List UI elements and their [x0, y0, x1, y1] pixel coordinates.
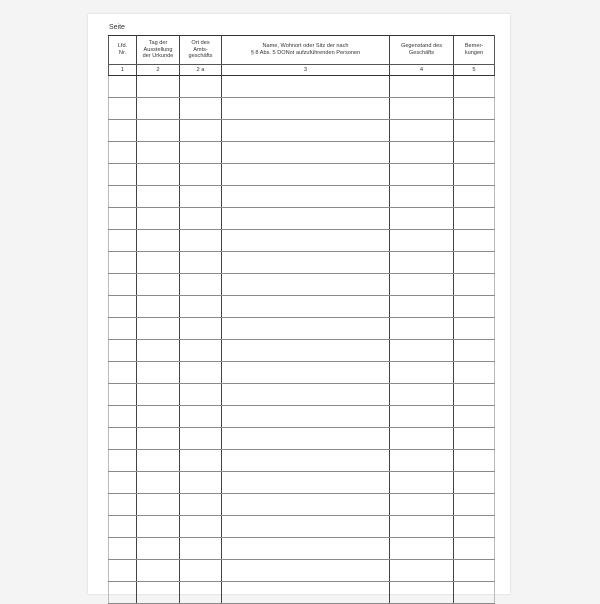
table-cell	[109, 362, 137, 384]
table-cell	[180, 296, 222, 318]
col-header-lfd-nr: Lfd. Nr.	[109, 36, 137, 65]
table-cell	[454, 560, 495, 582]
table-cell	[454, 494, 495, 516]
table-cell	[390, 362, 454, 384]
table-cell	[137, 516, 180, 538]
table-row	[109, 362, 495, 384]
register-table	[108, 35, 495, 604]
table-cell	[222, 252, 390, 274]
table-cell	[222, 472, 390, 494]
table-cell	[180, 274, 222, 296]
table-cell	[222, 120, 390, 142]
table-cell	[222, 494, 390, 516]
table-cell	[390, 186, 454, 208]
table-cell	[222, 274, 390, 296]
table-cell	[180, 186, 222, 208]
table-cell	[180, 76, 222, 98]
table-row	[109, 274, 495, 296]
table-cell	[454, 362, 495, 384]
table-row	[109, 428, 495, 450]
table-cell	[109, 208, 137, 230]
table-cell	[137, 164, 180, 186]
col-header-gegenstand: Gegenstand des Geschäfts	[390, 36, 454, 65]
table-cell	[390, 120, 454, 142]
table-cell	[390, 98, 454, 120]
table-cell	[109, 252, 137, 274]
table-row	[109, 318, 495, 340]
table-cell	[454, 120, 495, 142]
table-cell	[390, 384, 454, 406]
table-cell	[180, 142, 222, 164]
table-row	[109, 164, 495, 186]
col-number: 2	[137, 65, 180, 76]
table-cell	[137, 384, 180, 406]
table-cell	[109, 516, 137, 538]
table-cell	[109, 296, 137, 318]
table-cell	[137, 340, 180, 362]
table-cell	[109, 76, 137, 98]
table-cell	[390, 296, 454, 318]
table-cell	[390, 274, 454, 296]
table-cell	[180, 538, 222, 560]
table-cell	[390, 164, 454, 186]
table-cell	[222, 582, 390, 604]
table-cell	[109, 428, 137, 450]
table-cell	[454, 142, 495, 164]
table-cell	[180, 406, 222, 428]
header-row	[109, 36, 495, 65]
table-cell	[222, 384, 390, 406]
table-cell	[390, 208, 454, 230]
table-cell	[454, 164, 495, 186]
table-cell	[222, 318, 390, 340]
table-cell	[180, 120, 222, 142]
table-row	[109, 142, 495, 164]
table-cell	[222, 428, 390, 450]
table-cell	[390, 142, 454, 164]
table-cell	[137, 494, 180, 516]
table-cell	[222, 186, 390, 208]
table-cell	[390, 560, 454, 582]
table-cell	[180, 252, 222, 274]
table-row	[109, 538, 495, 560]
table-cell	[454, 516, 495, 538]
table-cell	[109, 98, 137, 120]
table-row	[109, 406, 495, 428]
table-cell	[180, 164, 222, 186]
table-cell	[137, 406, 180, 428]
table-cell	[454, 252, 495, 274]
table-cell	[137, 450, 180, 472]
table-cell	[137, 252, 180, 274]
page-label: Seite	[109, 24, 125, 31]
table-row	[109, 472, 495, 494]
table-row	[109, 76, 495, 98]
table-cell	[109, 164, 137, 186]
table-cell	[454, 318, 495, 340]
table-cell	[180, 362, 222, 384]
table-cell	[180, 318, 222, 340]
table-row	[109, 384, 495, 406]
table-row	[109, 494, 495, 516]
column-number-row	[109, 65, 495, 76]
table-cell	[390, 428, 454, 450]
table-row	[109, 120, 495, 142]
col-header-tag-der-ausstellung: Tag der Ausstellung der Urkunde	[137, 36, 180, 65]
table-cell	[137, 120, 180, 142]
table-cell	[109, 340, 137, 362]
table-row	[109, 450, 495, 472]
table-cell	[454, 450, 495, 472]
table-cell	[137, 428, 180, 450]
table-cell	[180, 472, 222, 494]
table-cell	[454, 296, 495, 318]
table-cell	[109, 560, 137, 582]
table-cell	[222, 76, 390, 98]
table-cell	[109, 230, 137, 252]
table-cell	[137, 362, 180, 384]
table-cell	[180, 428, 222, 450]
table-cell	[454, 406, 495, 428]
table-cell	[109, 318, 137, 340]
table-cell	[454, 274, 495, 296]
table-cell	[454, 208, 495, 230]
col-number: 1	[109, 65, 137, 76]
table-cell	[390, 582, 454, 604]
table-cell	[109, 406, 137, 428]
table-row	[109, 98, 495, 120]
table-cell	[222, 406, 390, 428]
table-cell	[109, 582, 137, 604]
table-cell	[109, 450, 137, 472]
table-cell	[137, 318, 180, 340]
table-row	[109, 252, 495, 274]
col-number: 3	[222, 65, 390, 76]
table-cell	[454, 582, 495, 604]
table-cell	[454, 538, 495, 560]
register-body	[109, 76, 495, 604]
table-cell	[222, 516, 390, 538]
table-cell	[180, 582, 222, 604]
table-cell	[390, 450, 454, 472]
table-cell	[180, 494, 222, 516]
table-cell	[390, 230, 454, 252]
col-number: 4	[390, 65, 454, 76]
table-cell	[390, 516, 454, 538]
table-cell	[222, 340, 390, 362]
table-cell	[137, 582, 180, 604]
table-row	[109, 582, 495, 604]
col-number: 5	[454, 65, 495, 76]
table-cell	[222, 98, 390, 120]
table-cell	[180, 340, 222, 362]
table-cell	[454, 230, 495, 252]
table-cell	[390, 318, 454, 340]
table-cell	[109, 142, 137, 164]
table-cell	[222, 538, 390, 560]
table-cell	[137, 98, 180, 120]
table-cell	[454, 428, 495, 450]
table-row	[109, 340, 495, 362]
table-cell	[137, 208, 180, 230]
table-cell	[454, 76, 495, 98]
table-cell	[180, 384, 222, 406]
table-cell	[222, 560, 390, 582]
table-cell	[390, 340, 454, 362]
table-cell	[180, 560, 222, 582]
table-cell	[137, 296, 180, 318]
table-cell	[222, 164, 390, 186]
col-header-ort-des-amtsgeschaefts: Ort des Amts- geschäfts	[180, 36, 222, 65]
table-cell	[454, 384, 495, 406]
table-cell	[180, 230, 222, 252]
table-cell	[137, 142, 180, 164]
table-cell	[390, 538, 454, 560]
table-cell	[137, 230, 180, 252]
table-cell	[390, 76, 454, 98]
table-row	[109, 516, 495, 538]
table-cell	[222, 142, 390, 164]
table-cell	[390, 494, 454, 516]
table-cell	[109, 186, 137, 208]
table-cell	[180, 208, 222, 230]
table-cell	[109, 274, 137, 296]
table-cell	[180, 98, 222, 120]
table-cell	[137, 186, 180, 208]
table-cell	[390, 472, 454, 494]
table-cell	[390, 252, 454, 274]
table-cell	[222, 362, 390, 384]
table-cell	[180, 450, 222, 472]
table-cell	[180, 516, 222, 538]
table-cell	[222, 296, 390, 318]
table-cell	[137, 274, 180, 296]
table-cell	[137, 76, 180, 98]
table-cell	[390, 406, 454, 428]
table-cell	[222, 230, 390, 252]
table-cell	[137, 472, 180, 494]
table-cell	[454, 186, 495, 208]
table-cell	[137, 560, 180, 582]
table-cell	[109, 538, 137, 560]
table-row	[109, 186, 495, 208]
table-cell	[109, 472, 137, 494]
table-cell	[454, 98, 495, 120]
table-cell	[109, 120, 137, 142]
col-header-bemerkungen: Bemer- kungen	[454, 36, 495, 65]
col-number: 2 a	[180, 65, 222, 76]
table-row	[109, 208, 495, 230]
table-cell	[222, 208, 390, 230]
table-cell	[454, 472, 495, 494]
table-row	[109, 230, 495, 252]
table-row	[109, 560, 495, 582]
table-cell	[109, 494, 137, 516]
col-header-name-wohnort-sitz: Name, Wohnort oder Sitz der nach § 8 Abs. 5 DONot aufzuführenden Personen	[222, 36, 390, 65]
table-cell	[137, 538, 180, 560]
table-row	[109, 296, 495, 318]
table-cell	[109, 384, 137, 406]
table-cell	[454, 340, 495, 362]
table-cell	[222, 450, 390, 472]
